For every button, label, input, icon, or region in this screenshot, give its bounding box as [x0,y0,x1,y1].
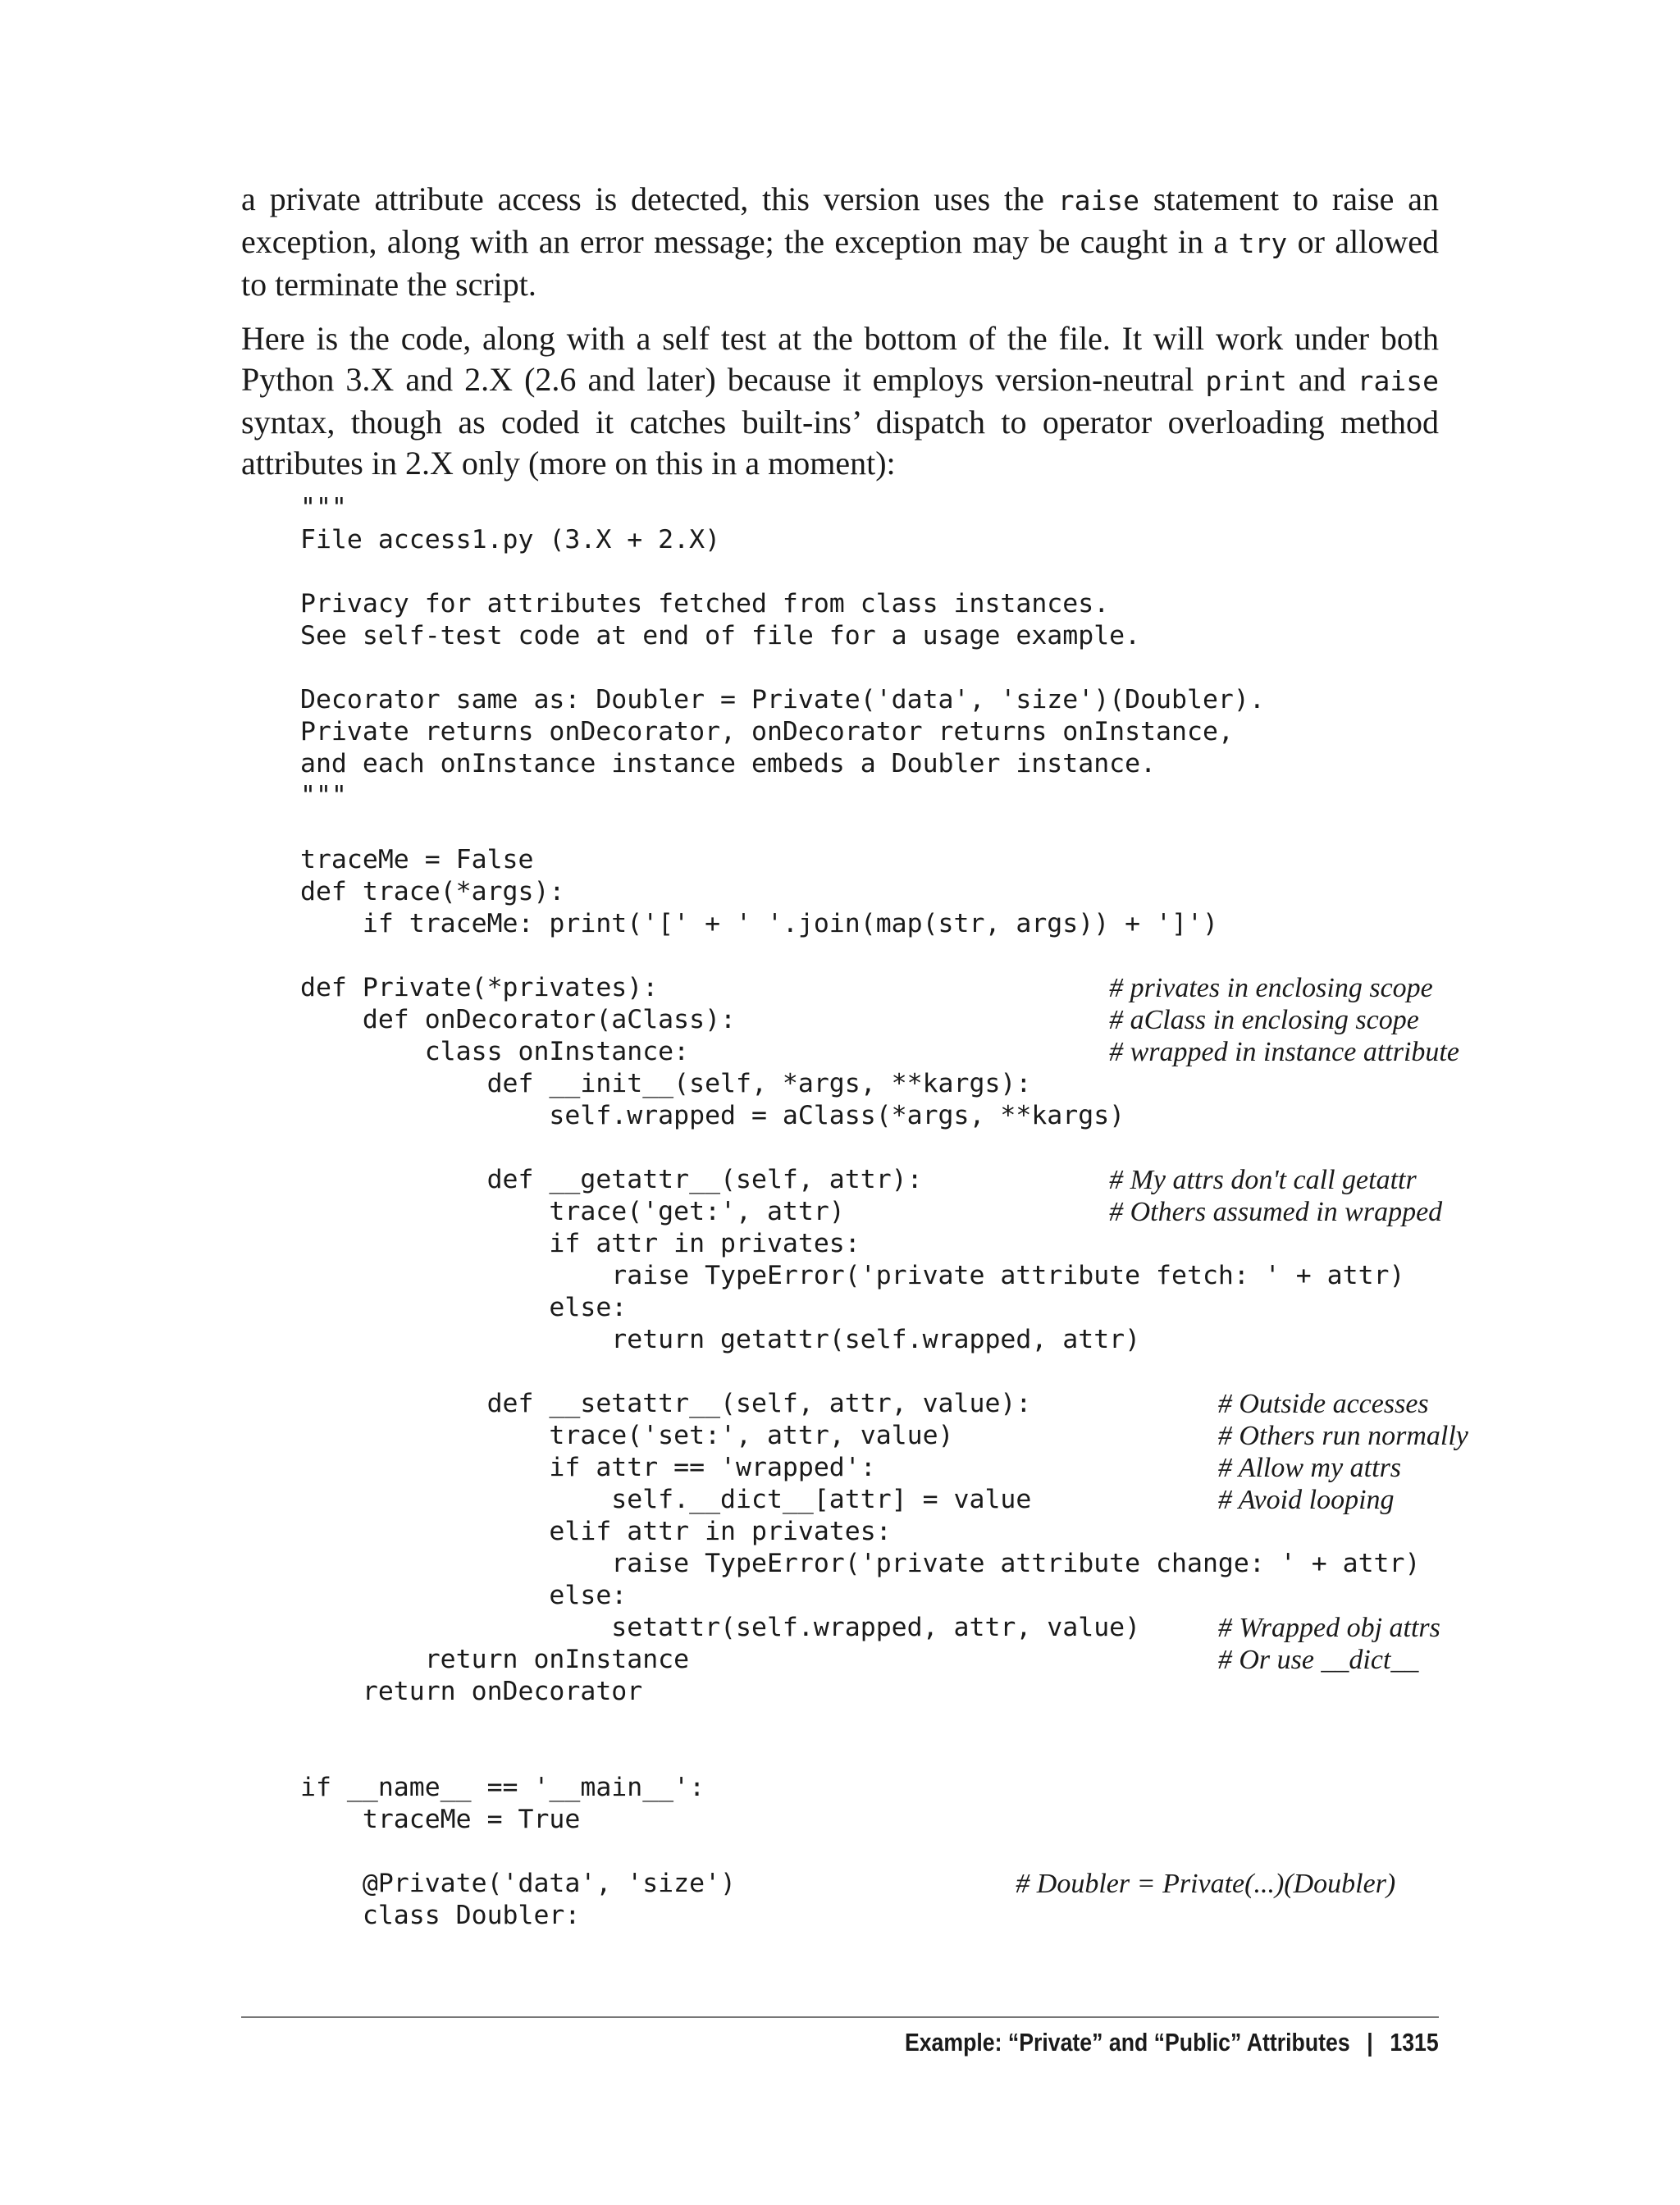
code-line [300,1356,1449,1388]
code-line [300,1260,1449,1292]
code-line [300,1196,1449,1228]
code-line [300,1452,1449,1484]
code-line [300,524,1449,556]
code-comment: # Others run normally [1217,1421,1468,1451]
code-line [300,1132,1449,1164]
code-line [300,1868,1449,1900]
paragraph-text: a private attribute access is detected, this version uses the [241,180,1058,217]
code-text: return onInstance [300,1645,690,1674]
code-line [300,588,1449,620]
code-line [300,1420,1468,1452]
code-line [300,1292,1449,1324]
code-text: Privacy for attributes fetched from class instances. [300,589,1110,619]
code-line [300,1836,1449,1868]
code-line [300,1068,1449,1100]
code-line [300,1580,1449,1612]
paragraph-code-description [241,318,1439,484]
code-line [300,1900,1449,1932]
code-comment: # Avoid looping [1217,1485,1395,1515]
code-line [300,716,1449,748]
code-text: setattr(self.wrapped, attr, value) [300,1613,1141,1642]
footer-separator: | [1367,2028,1374,2057]
code-text: if attr in privates: [300,1229,861,1258]
code-text: def onDecorator(aClass): [300,1005,737,1034]
code-line [300,1484,1449,1516]
code-text: if attr == 'wrapped': [300,1453,876,1482]
code-text: raise TypeError('private attribute change: ' + attr) [300,1549,1421,1578]
code-text: """ [300,493,347,523]
code-line [300,780,1449,812]
code-comment: # Wrapped obj attrs [1217,1613,1440,1643]
code-text: class Doubler: [300,1901,581,1930]
code-line [300,1164,1449,1196]
code-line [300,1676,1449,1708]
code-text: def __getattr__(self, attr): [300,1165,923,1194]
code-line [300,1516,1449,1548]
code-comment: # Outside accesses [1217,1389,1429,1419]
code-line [300,652,1449,684]
code-text: trace('get:', attr) [300,1197,845,1226]
code-line [300,1228,1449,1260]
code-text: return onDecorator [300,1677,643,1706]
paragraph-text: statement to raise an exception, along with an error message; the exception may be caught in a [241,180,1439,260]
code-text: else: [300,1293,628,1322]
inline-code: raise [1357,365,1439,397]
code-line [300,1004,1449,1036]
code-line [300,748,1449,780]
code-line [300,940,1449,972]
code-text: File access1.py (3.X + 2.X) [300,525,721,555]
code-text: def __init__(self, *args, **kargs): [300,1069,1032,1098]
code-text: if traceMe: print('[' + ' '.join(map(str, args)) + ']') [300,909,1218,938]
code-line [300,1772,1449,1804]
code-text: raise TypeError('private attribute fetch: ' + attr) [300,1261,1405,1290]
code-line [300,1708,1449,1740]
code-text: def __setattr__(self, attr, value): [300,1389,1032,1418]
code-text: traceMe = True [300,1805,581,1834]
code-text: else: [300,1581,628,1610]
paragraph-intro [241,179,1439,305]
code-text: class onInstance: [300,1037,690,1066]
inline-code: try [1238,227,1288,259]
code-line [300,1388,1449,1420]
code-line [300,812,1449,844]
code-comment: # privates in enclosing scope [1109,973,1433,1003]
code-comment: # Allow my attrs [1217,1453,1402,1483]
paragraph-text: and [1286,361,1358,398]
code-text: trace('set:', attr, value) [300,1421,954,1450]
code-text: @Private('data', 'size') [300,1869,737,1898]
code-line [300,1644,1449,1676]
page-footer [905,2028,1439,2057]
code-text: self.wrapped = aClass(*args, **kargs) [300,1101,1125,1130]
code-text: """ [300,781,347,810]
code-line [300,1612,1449,1644]
footer-rule [241,2016,1439,2018]
code-comment: # Or use __dict__ [1217,1645,1419,1675]
code-line [300,1036,1459,1068]
page-number: 1315 [1390,2028,1439,2057]
code-text: def trace(*args): [300,877,565,906]
inline-code: raise [1057,185,1140,217]
code-text: if __name__ == '__main__': [300,1773,705,1802]
code-line [300,1740,1449,1772]
code-line [300,972,1449,1004]
code-line [300,876,1449,908]
code-text: Decorator same as: Doubler = Private('data', 'size')(Doubler). [300,685,1265,714]
code-text: self.__dict__[attr] = value [300,1485,1032,1514]
code-line [300,908,1449,940]
code-line [300,492,1449,524]
code-text: traceMe = False [300,845,534,874]
footer-section-title: Example: “Private” and “Public” Attributes [905,2028,1350,2057]
code-listing [300,492,1468,1932]
code-line [300,1100,1449,1132]
paragraph-text: syntax, though as coded it catches built-ins’ dispatch to operator overloading method attributes in 2.X only (more on this in a moment): [241,404,1439,482]
code-comment: # Doubler = Private(...)(Doubler) [1016,1869,1396,1899]
code-text: return getattr(self.wrapped, attr) [300,1325,1141,1354]
code-line [300,556,1449,588]
code-line [300,684,1449,716]
code-comment: # aClass in enclosing scope [1109,1005,1419,1035]
code-comment: # My attrs don't call getattr [1109,1165,1417,1195]
code-text: def Private(*privates): [300,973,659,1002]
code-line [300,1804,1449,1836]
paragraph-text: Here is the code, along with a self test at the bottom of the file. It will work under both Python 3.X and 2.X (2.6 and later) because it employs version-neutral [241,320,1439,398]
code-line [300,620,1449,652]
code-comment: # Others assumed in wrapped [1109,1197,1443,1227]
code-text: See self-test code at end of file for a usage example. [300,621,1141,651]
code-text: elif attr in privates: [300,1517,892,1546]
code-line [300,1548,1449,1580]
inline-code: print [1205,365,1287,397]
code-text: Private returns onDecorator, onDecorator returns onInstance, [300,717,1234,746]
code-comment: # wrapped in instance attribute [1109,1037,1459,1067]
code-line [300,844,1449,876]
paragraph-text: or allowed to terminate the script. [241,223,1439,303]
code-text: and each onInstance instance embeds a Doubler instance. [300,749,1157,778]
code-line [300,1324,1449,1356]
